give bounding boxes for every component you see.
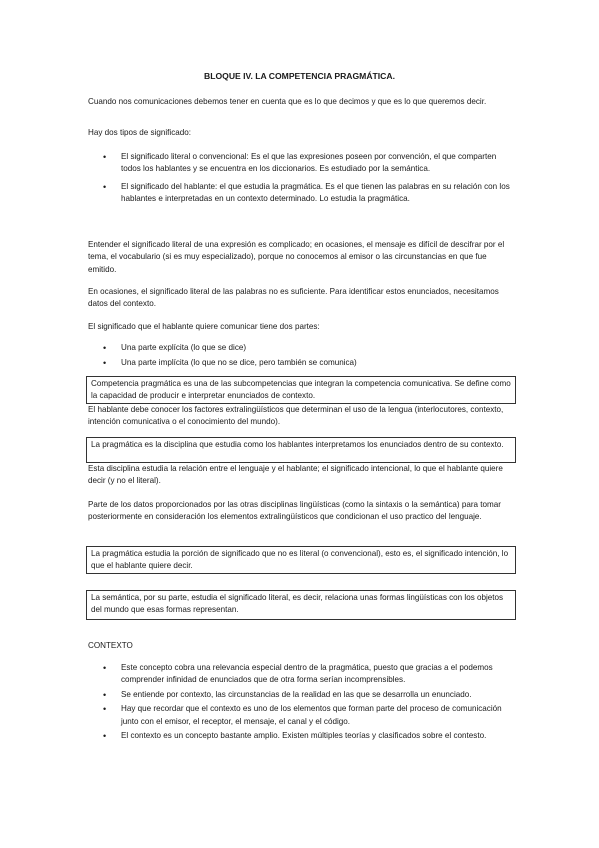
list-item: • El significado literal o convencional: Es el que las expresiones poseen por convención, el que comparten todos los hablantes y se encuentra en los diccionarios. Es estudiado por la semántica. — [88, 151, 514, 176]
list-item: • El contexto es un concepto bastante amplio. Existen múltiples teorías y clasificados sobre el contesto. — [88, 730, 514, 742]
speaker-paragraph: El hablante debe conocer los factores extralingüísticos que determinan el uso de la lengua (interlocutores, contexto, intención comunicativa o el conocimiento del mundo). — [88, 405, 504, 427]
list-item: • Una parte explícita (lo que se dice) — [88, 342, 514, 354]
types-lead: Hay dos tipos de significado: — [88, 128, 192, 137]
parts-lead: El significado que el hablante quiere comunicar tiene dos partes: — [88, 322, 320, 331]
types-list — [88, 151, 514, 206]
list-item: • Hay que recordar que el contexto es uno de los elementos que forman parte del proceso de comunicación junto con el emisor, el receptor, el mensaje, el canal y el código. — [88, 703, 514, 728]
page-title: BLOQUE IV. LA COMPETENCIA PRAGMÁTICA. — [204, 71, 395, 81]
literal-paragraph: Entender el significado literal de una expresión es complicado; en ocasiones, el mensaje es difícil de descifrar por el tema, el vocabulario (si es muy especializado), porque no conocemos al emisor o las circunstancias en que fue emitido. — [88, 240, 505, 274]
occasions-paragraph: En ocasiones, el significado literal de las palabras no es suficiente. Para identificar estos enunciados, necesitamos datos del contexto. — [88, 287, 499, 309]
list-item: • El significado del hablante: el que estudia la pragmática. Es el que tienen las palabras en su relación con los hablantes e interpretadas en un contexto determinado. Lo estudia la pragmática. — [88, 181, 514, 206]
section-heading: CONTEXTO — [88, 641, 133, 650]
box-text: La semántica, por su parte, estudia el significado literal, es decir, relaciona unas formas lingüísticas con los objetos del mundo que esas formas representan. — [91, 593, 504, 615]
semantics-box — [86, 590, 516, 620]
box-text: La pragmática estudia la porción de significado que no es literal (o convencional), esto es, el significado intención, lo que el hablante quiere decir. — [91, 549, 509, 571]
list-item: • Una parte implícita (lo que no se dice, pero también se comunica) — [88, 357, 514, 369]
box-text: Competencia pragmática es una de las subcompetencias que integran la competencia comunicativa. Se define como la capacidad de producir e interpretar enunciados de contexto. — [91, 379, 511, 401]
discipline-paragraph: Esta disciplina estudia la relación entre el lenguaje y el hablante; el significado intencional, lo que el hablante quiere decir (y no el literal). — [88, 464, 503, 486]
box-text: La pragmática es la disciplina que estudia como los hablantes interpretamos los enunciados dentro de su contexto. — [91, 440, 504, 449]
data-paragraph: Parte de los datos proporcionados por las otras disciplinas lingüísticas (como la sintaxis o la semántica) para tomar posteriormente en consideración los elementos extralingüísticos que condicionan el uso practico del lenguaje. — [88, 500, 501, 522]
context-list — [88, 662, 514, 742]
list-item: • Se entiende por contexto, las circunstancias de la realidad en las que se desarrolla un enunciado. — [88, 689, 514, 701]
intro-paragraph: Cuando nos comunicaciones debemos tener en cuenta que es lo que decimos y que es lo que queremos decir. — [88, 97, 487, 106]
intention-box — [86, 546, 516, 574]
definition-box — [86, 376, 516, 404]
pragmatics-box — [86, 437, 516, 463]
list-item: • Este concepto cobra una relevancia especial dentro de la pragmática, puesto que gracias a el podemos comprender infinidad de enunciados que de otra forma serían incomprensibles. — [88, 662, 514, 687]
parts-list — [88, 342, 514, 370]
